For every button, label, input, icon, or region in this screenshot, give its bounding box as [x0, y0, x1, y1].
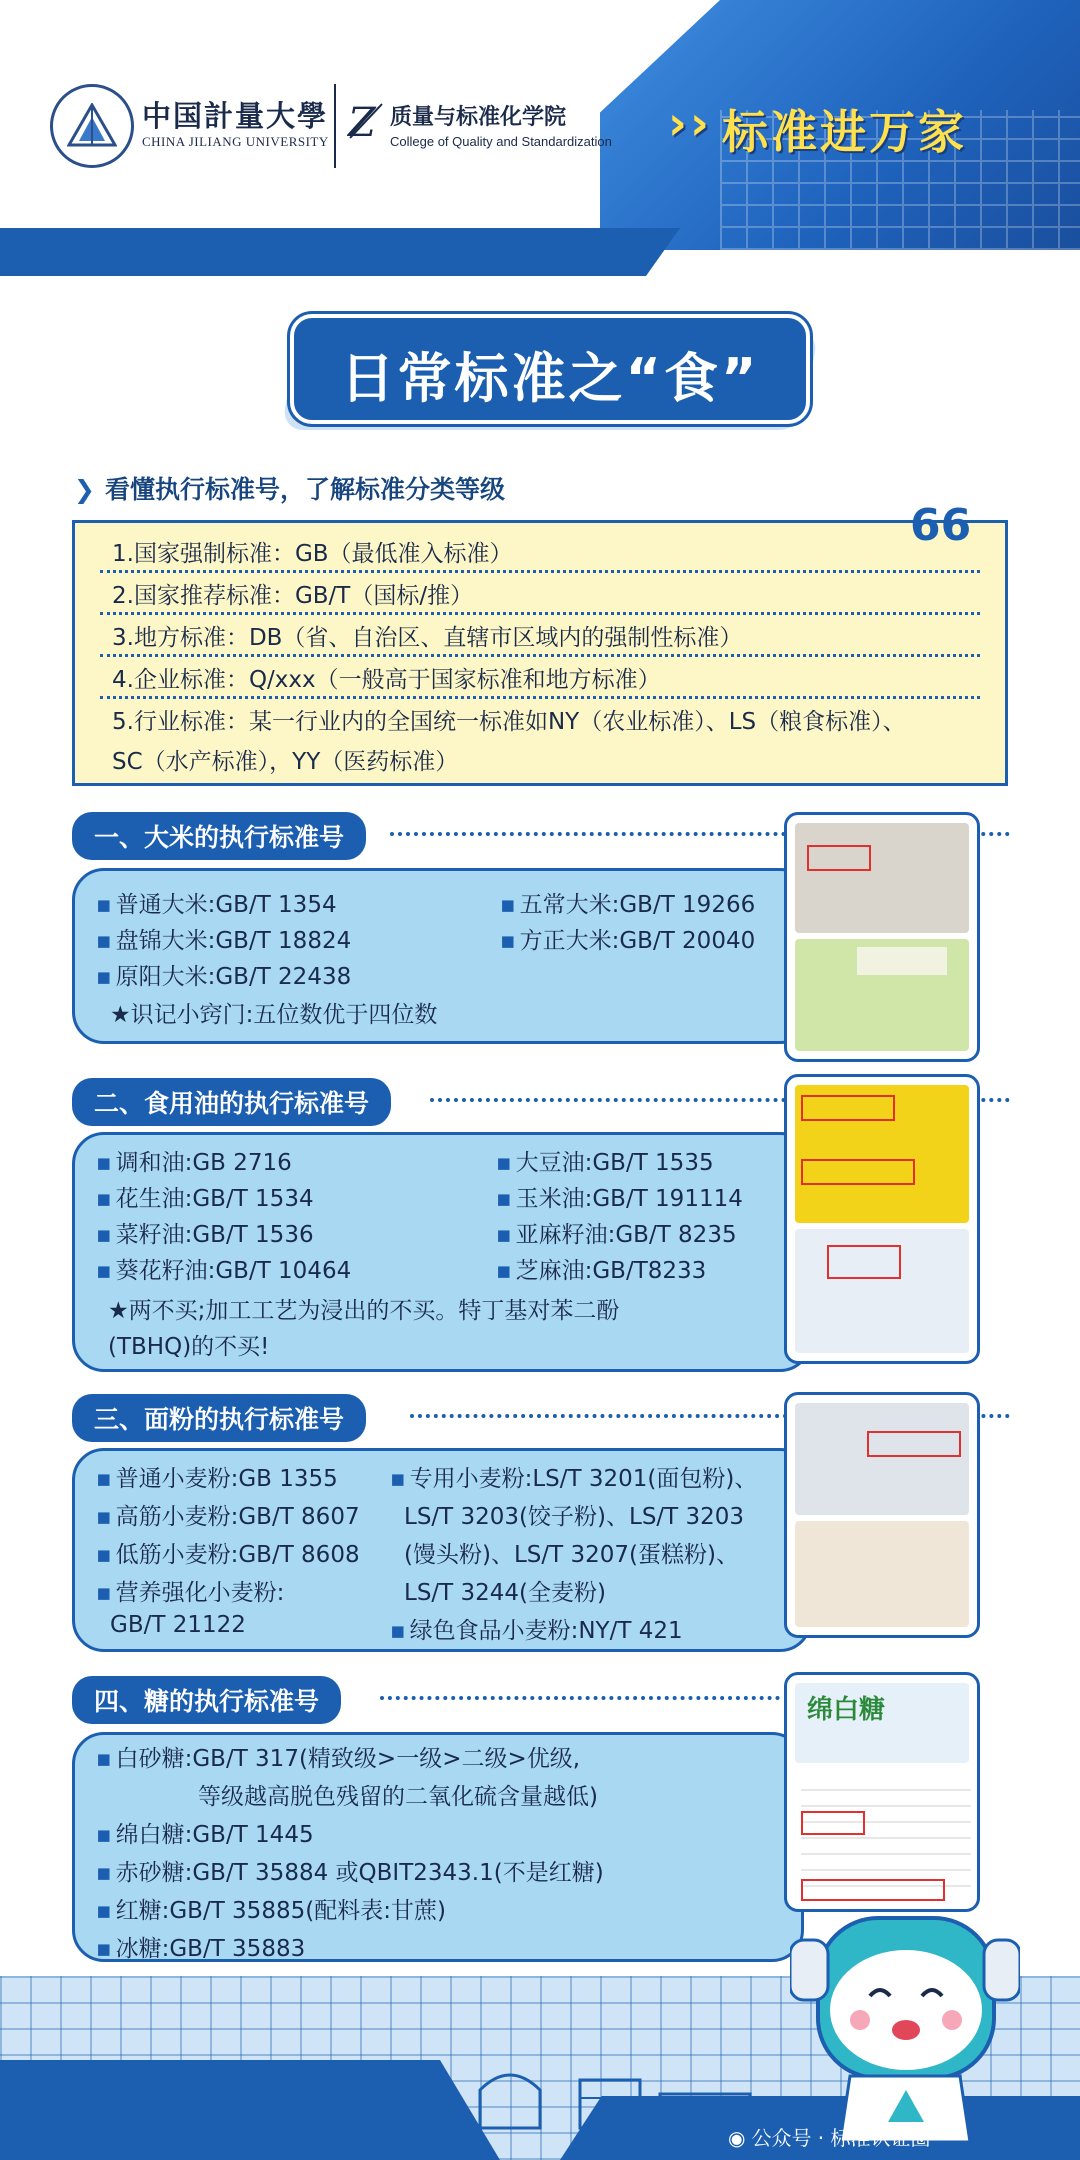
header-stripe: [0, 228, 680, 276]
flour-item: ▪ 绿色食品小麦粉:NY/T 421: [390, 1618, 683, 1644]
oil-item: ▪ 亚麻籽油:GB/T 8235: [496, 1222, 737, 1248]
rice-heading: 一、大米的执行标准号: [72, 812, 366, 860]
rice-item: ▪ 五常大米:GB/T 19266: [500, 892, 756, 918]
grade-section-heading-text: 看懂执行标准号，了解标准分类等级: [104, 475, 505, 504]
sugar-item: ▪ 绵白糖:GB/T 1445: [96, 1822, 314, 1848]
highlight-box: [807, 845, 871, 871]
college-logo-icon: [346, 98, 386, 144]
grade-line: 5.行业标准：某一行业内的全国统一标准如NY（农业标准）、LS（粮食标准）、: [112, 709, 906, 735]
flour-item: ▪ 低筋小麦粉:GB/T 8608: [96, 1542, 360, 1568]
sugar-item: ▪ 白砂糖:GB/T 317(精致级>一级>二级>优级,: [96, 1746, 581, 1772]
flour-bag-image: [795, 1521, 969, 1627]
oil-tip: (TBHQ)的不买!: [108, 1334, 270, 1360]
flour-item-cont: (馒头粉)、LS/T 3207(蛋糕粉)、: [404, 1542, 739, 1568]
section-dotted-line: [380, 1696, 780, 1700]
sugar-heading: 四、糖的执行标准号: [72, 1676, 341, 1724]
rice-item: ▪ 普通大米:GB/T 1354: [96, 892, 337, 918]
quote-mark-icon: 66: [910, 500, 972, 551]
rice-package-image: [795, 823, 969, 933]
flour-item: ▪ 普通小麦粉:GB 1355: [96, 1466, 338, 1492]
flour-heading: 三、面粉的执行标准号: [72, 1394, 366, 1442]
flour-label-image: [795, 1403, 969, 1515]
svg-text:Z: Z: [348, 100, 376, 144]
flour-item: ▪ 营养强化小麦粉:: [96, 1580, 285, 1606]
oil-label-photo: [784, 1074, 980, 1364]
grade-line: 3.地方标准：DB（省、自治区、直辖市区域内的强制性标准）: [112, 625, 743, 651]
sugar-item: ▪ 红糖:GB/T 35885(配料表:甘蔗): [96, 1898, 446, 1924]
chevron-right-icon: ❯: [74, 475, 95, 504]
sugar-item: ▪ 赤砂糖:GB/T 35884 或QBIT2343.1(不是红糖): [96, 1860, 604, 1886]
sugar-bag-label: 绵白糖: [807, 1695, 886, 1725]
sugar-item-cont: 等级越高脱色残留的二氧化硫含量越低): [198, 1784, 598, 1810]
rice-item: ▪ 方正大米:GB/T 20040: [500, 928, 756, 954]
slogan-text: 标准进万家: [722, 105, 967, 159]
dotted-divider: [100, 654, 980, 657]
highlight-box: [867, 1431, 961, 1457]
oil-item: ▪ 玉米油:GB/T 191114: [496, 1186, 743, 1212]
university-logo-icon: [50, 84, 134, 168]
oil-heading: 二、食用油的执行标准号: [72, 1078, 391, 1126]
oil-item: ▪ 芝麻油:GB/T8233: [496, 1258, 707, 1284]
mascot-icon: [790, 1900, 1020, 2150]
rice-item: ▪ 盘锦大米:GB/T 18824: [96, 928, 352, 954]
university-name-en: CHINA JILIANG UNIVERSITY: [142, 134, 329, 149]
footer-stripe-left: [0, 2060, 500, 2160]
header-divider: [334, 84, 336, 168]
oil-item: ▪ 菜籽油:GB/T 1536: [96, 1222, 314, 1248]
flour-item-cont: LS/T 3244(全麦粉): [404, 1580, 607, 1606]
university-name-cn: 中国計量大學: [142, 99, 329, 133]
oil-item: ▪ 调和油:GB 2716: [96, 1150, 292, 1176]
highlight-box: [801, 1811, 865, 1835]
grade-line: 1.国家强制标准：GB（最低准入标准）: [112, 541, 513, 567]
grade-section-heading: [74, 470, 505, 506]
dotted-divider: [100, 570, 980, 573]
dotted-divider: [100, 612, 980, 615]
grade-line: 2.国家推荐标准：GB/T（国标/推）: [112, 583, 474, 609]
label-area: [857, 947, 947, 975]
highlight-box: [827, 1245, 901, 1279]
dotted-divider: [100, 696, 980, 699]
rice-tip: ★识记小窍门:五位数优于四位数: [110, 1002, 438, 1028]
wechat-account-label: ◉ 公众号 · 标准认证圈: [728, 2126, 931, 2150]
highlight-box: [801, 1095, 895, 1121]
sugar-item: ▪ 冰糖:GB/T 35883: [96, 1936, 306, 1962]
grade-line: SC（水产标准），YY（医药标准）: [112, 749, 459, 775]
flour-item-cont: LS/T 3203(饺子粉)、LS/T 3203: [404, 1504, 745, 1530]
oil-item: ▪ 花生油:GB/T 1534: [96, 1186, 314, 1212]
highlight-box: [801, 1159, 915, 1185]
college-name-cn: 质量与标准化学院: [390, 105, 567, 130]
flour-item-cont: GB/T 21122: [110, 1612, 246, 1638]
grade-line: 4.企业标准：Q/xxx（一般高于国家标准和地方标准）: [112, 667, 661, 693]
flour-item: ▪ 高筋小麦粉:GB/T 8607: [96, 1504, 360, 1530]
highlight-box: [801, 1879, 945, 1901]
wechat-icon: ◉: [728, 2126, 746, 2150]
rice-label-photo: [784, 812, 980, 1062]
rice-item: ▪ 原阳大米:GB/T 22438: [96, 964, 352, 990]
sugar-label-photo: [784, 1672, 980, 1912]
college-name-en: College of Quality and Standardization: [390, 134, 612, 149]
page-title: 日常标准之“食”: [340, 347, 760, 410]
slogan-arrow-icon: ››: [668, 96, 712, 150]
oil-item: ▪ 葵花籽油:GB/T 10464: [96, 1258, 352, 1284]
flour-label-photo: [784, 1392, 980, 1638]
flour-item: ▪ 专用小麦粉:LS/T 3201(面包粉)、: [390, 1466, 758, 1492]
oil-tip: ★两不买;加工工艺为浸出的不买。特丁基对苯二酚: [108, 1298, 620, 1324]
oil-item: ▪ 大豆油:GB/T 1535: [496, 1150, 714, 1176]
